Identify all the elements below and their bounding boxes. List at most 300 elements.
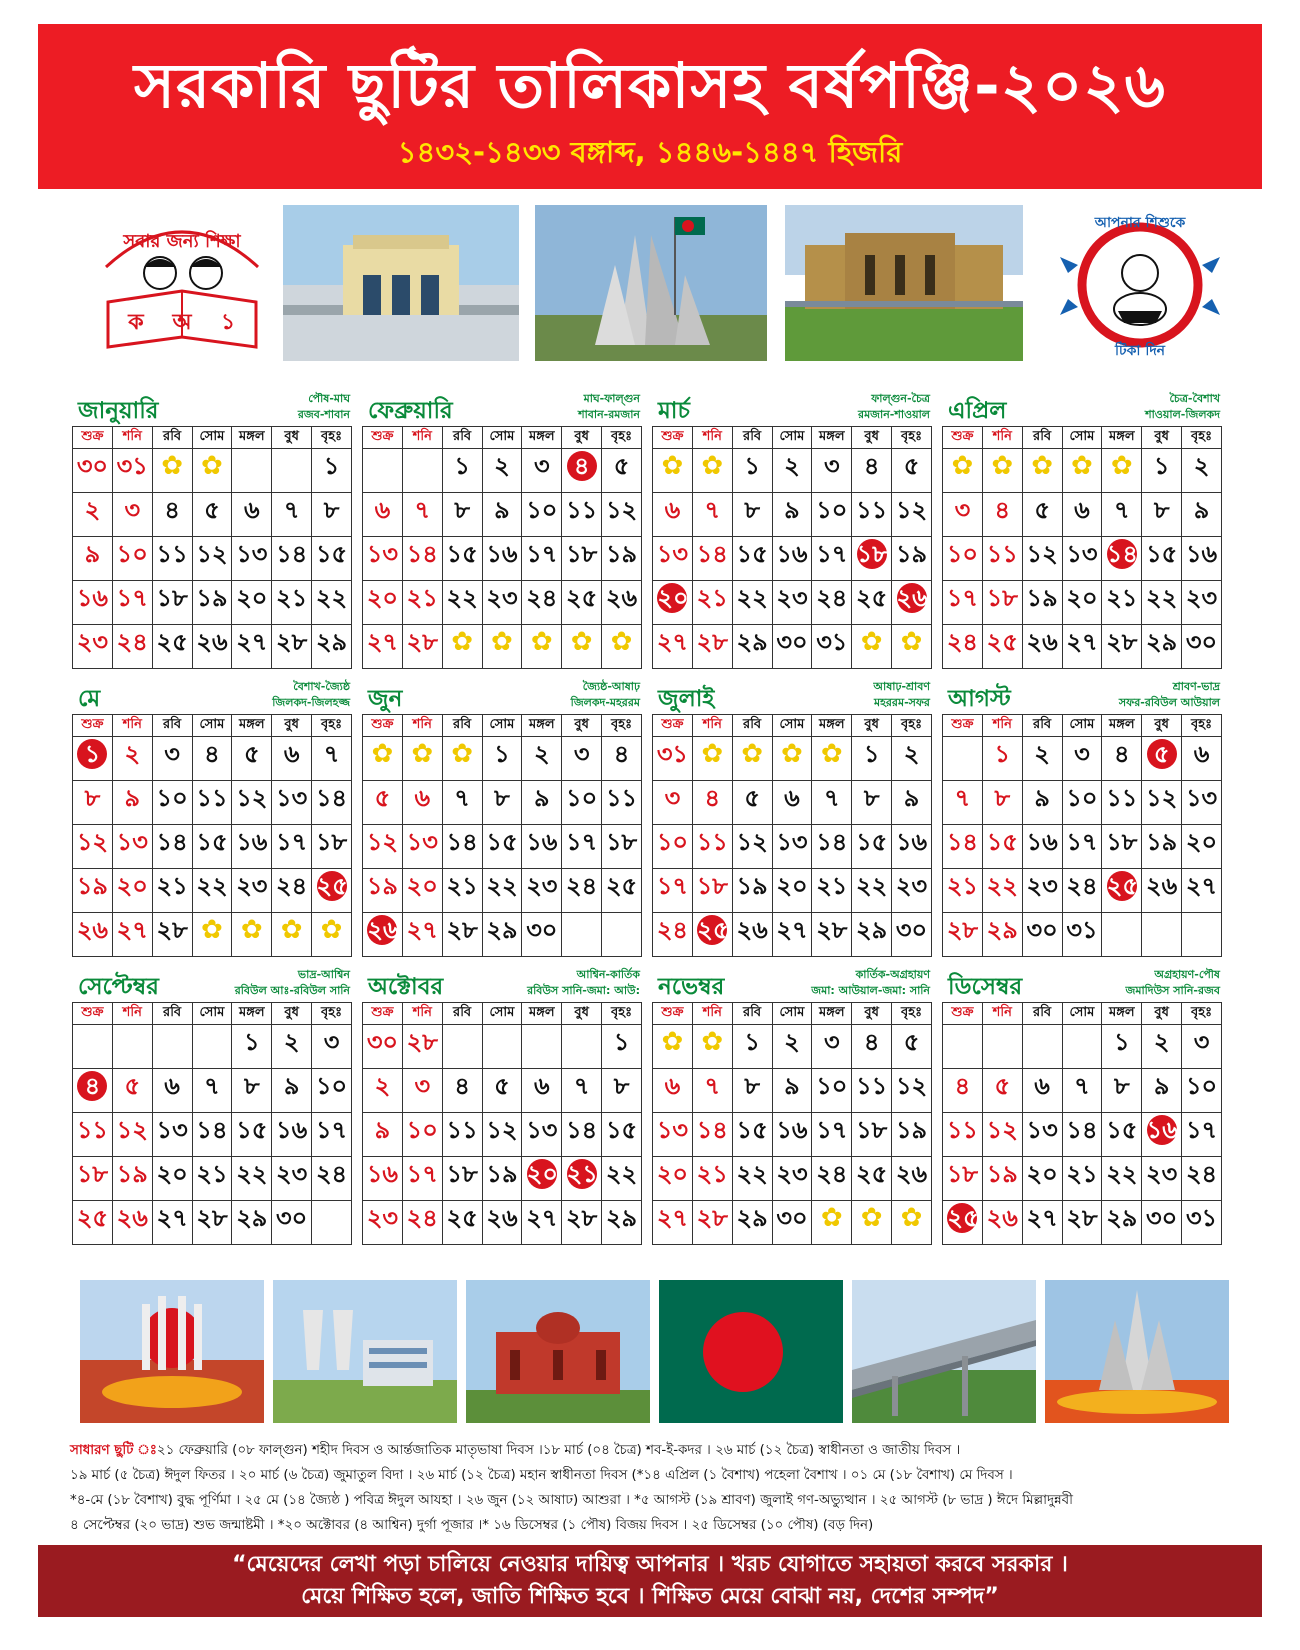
- day-number: ১২: [895, 496, 928, 524]
- day-number: ১৭: [526, 540, 558, 568]
- day-cell: [692, 1157, 732, 1201]
- day-cell: [522, 1069, 562, 1113]
- day-cell: [562, 625, 602, 669]
- day-cell: [1062, 1025, 1102, 1069]
- day-cell: [402, 737, 442, 781]
- day-cell: [1142, 913, 1182, 957]
- day-cell: [232, 537, 272, 581]
- day-number: ১৬: [776, 1116, 808, 1144]
- day-cell: [442, 581, 482, 625]
- day-number: ৪: [863, 1028, 880, 1056]
- day-cell: [1022, 449, 1062, 493]
- day-cell: [852, 913, 892, 957]
- lotus-icon: ✿: [820, 1203, 843, 1233]
- day-number: ১০: [406, 1116, 438, 1144]
- day-number: ৫: [994, 1072, 1011, 1100]
- month-header: [362, 676, 642, 714]
- day-number: ৭: [704, 1072, 721, 1100]
- day-cell: [312, 825, 352, 869]
- day-cell: [562, 1201, 602, 1245]
- day-cell: [562, 537, 602, 581]
- hijri-months: সফর-রবিউল আউয়াল: [1118, 696, 1220, 709]
- day-number: ১৩: [116, 828, 148, 856]
- hijri-months: মহররম-সফর: [873, 696, 930, 709]
- weekday-header: সোম: [772, 427, 812, 449]
- day-cell: [402, 869, 442, 913]
- day-number: ১৬: [76, 584, 109, 612]
- day-cell: [1102, 781, 1142, 825]
- day-number: ৩: [414, 1072, 431, 1100]
- day-number: ১৬: [776, 540, 808, 568]
- weekday-header: সোম: [772, 1003, 812, 1025]
- day-number: ১৫: [736, 1116, 768, 1144]
- day-number: ৬: [784, 784, 800, 812]
- day-number: ৮: [244, 1072, 260, 1100]
- day-cell: [692, 737, 732, 781]
- day-cell: [112, 581, 152, 625]
- day-cell: [272, 493, 312, 537]
- day-number: ৯: [903, 784, 920, 812]
- day-number: ২৬: [1146, 872, 1178, 900]
- day-cell: [943, 1069, 983, 1113]
- day-cell: [892, 493, 932, 537]
- header-banner: [38, 24, 1262, 189]
- day-cell: [1182, 737, 1222, 781]
- day-cell: [73, 625, 113, 669]
- month-header: [362, 964, 642, 1002]
- day-cell: [653, 625, 693, 669]
- day-number: ৮: [863, 784, 880, 812]
- day-cell: [852, 1069, 892, 1113]
- day-number: ১৪: [315, 784, 348, 812]
- weekday-header: বৃহঃ: [312, 715, 352, 737]
- day-cell: [653, 581, 693, 625]
- day-number: ২৭: [116, 916, 148, 944]
- day-number: ১৭: [276, 828, 308, 856]
- day-cell: [152, 449, 192, 493]
- weekday-header: শনি: [112, 715, 152, 737]
- weekday-header: শুক্র: [653, 715, 693, 737]
- day-cell: [73, 493, 113, 537]
- day-number: ২৫: [156, 628, 188, 656]
- day-cell: [653, 1069, 693, 1113]
- day-cell: [653, 449, 693, 493]
- day-number: ১৮: [856, 540, 888, 568]
- day-cell: [363, 737, 403, 781]
- weekday-header: বৃহঃ: [602, 427, 642, 449]
- day-cell: [152, 1201, 192, 1245]
- day-number: ২২: [736, 1160, 768, 1188]
- day-number: ২৬: [896, 584, 928, 612]
- day-number: ১৫: [446, 540, 478, 568]
- day-number: ২৫: [76, 1204, 109, 1232]
- day-number: ৩: [664, 784, 681, 812]
- weekday-header: মঙ্গল: [522, 1003, 562, 1025]
- weekday-header: বুধ: [1142, 427, 1182, 449]
- weekday-header: মঙ্গল: [522, 715, 562, 737]
- vaccination-logo-top-text: আপনার শিশুকে: [1094, 215, 1186, 231]
- day-cell: [852, 1113, 892, 1157]
- holiday-label: সাধারণ ছুটি ঃ: [70, 1443, 157, 1458]
- day-cell: [812, 869, 852, 913]
- day-cell: [1022, 825, 1062, 869]
- day-number: ৯: [84, 540, 101, 568]
- month-table: [72, 1002, 352, 1245]
- day-number: ২৬: [736, 916, 768, 944]
- hijri-months: রবিউস সানি-জমা: আউ:: [527, 984, 640, 997]
- day-number: ১৫: [236, 1116, 268, 1144]
- day-cell: [73, 1201, 113, 1245]
- day-cell: [562, 449, 602, 493]
- day-cell: [1142, 581, 1182, 625]
- day-cell: [732, 1069, 772, 1113]
- day-cell: [152, 493, 192, 537]
- day-number: ২৩: [366, 1204, 399, 1232]
- day-cell: [73, 449, 113, 493]
- day-number: ৫: [124, 1072, 141, 1100]
- weekday-header: শুক্র: [943, 427, 983, 449]
- day-number: ৩০: [776, 628, 808, 656]
- weekday-header: মঙ্গল: [812, 427, 852, 449]
- day-cell: [602, 625, 642, 669]
- weekday-header: বুধ: [272, 715, 312, 737]
- day-cell: [1022, 493, 1062, 537]
- day-cell: [312, 1025, 352, 1069]
- day-cell: [402, 493, 442, 537]
- day-cell: [73, 537, 113, 581]
- day-number: ৫: [903, 1028, 920, 1056]
- bangla-months: মাঘ-ফাল্গুন: [583, 392, 640, 405]
- day-number: ২৬: [196, 628, 228, 656]
- day-number: ৭: [573, 1072, 590, 1100]
- day-number: ২৯: [986, 916, 1018, 944]
- day-number: ২১: [566, 1160, 598, 1188]
- day-cell: [402, 581, 442, 625]
- day-number: ৩০: [1185, 628, 1218, 656]
- day-number: ৮: [994, 784, 1011, 812]
- lotus-icon: ✿: [951, 451, 974, 481]
- weekday-header: শনি: [112, 1003, 152, 1025]
- page-subtitle: ১৪৩২-১৪৩৩ বঙ্গাব্দ, ১৪৪৬-১৪৪৭ হিজরি: [397, 135, 903, 169]
- day-number: ১৫: [1106, 1116, 1138, 1144]
- day-cell: [1102, 625, 1142, 669]
- elevated-expressway-photo: [852, 1280, 1036, 1423]
- day-cell: [363, 449, 403, 493]
- day-cell: [852, 625, 892, 669]
- day-cell: [602, 1025, 642, 1069]
- day-number: ২: [283, 1028, 300, 1056]
- holiday-line-1: সাধারণ ছুটি ঃ২১ ফেব্রুয়ারি (০৮ ফাল্গুন) শহীদ দিবস ও আর্ন্তজাতিক মাতৃভাষা দিবস ।১৮ মার্চ (০৪ চৈত্র) শব-ই-কদর । ২৬ মার্চ (১২ চৈত্র) স্বাধীনতা ও জাতীয় দিবস ।: [70, 1443, 961, 1458]
- day-number: ১০: [816, 1072, 848, 1100]
- day-cell: [852, 1025, 892, 1069]
- day-number: ৭: [954, 784, 971, 812]
- day-cell: [772, 1069, 812, 1113]
- day-number: ১৪: [1106, 540, 1138, 568]
- day-number: ৫: [1147, 739, 1177, 769]
- day-cell: [812, 1157, 852, 1201]
- day-cell: [982, 625, 1022, 669]
- bangla-months: শ্রাবণ-ভাদ্র: [1172, 680, 1220, 693]
- day-cell: [1182, 1069, 1222, 1113]
- weekday-header: বুধ: [562, 1003, 602, 1025]
- day-cell: [112, 869, 152, 913]
- day-number: ১৮: [1106, 828, 1138, 856]
- day-number: ১: [863, 740, 880, 768]
- day-number: ৭: [283, 496, 300, 524]
- day-cell: [982, 537, 1022, 581]
- lotus-icon: ✿: [1071, 451, 1093, 481]
- hijri-months: জমাদিউস সানি-রজব: [1125, 984, 1220, 997]
- day-cell: [772, 781, 812, 825]
- day-number: ১৬: [366, 1160, 399, 1188]
- day-cell: [152, 825, 192, 869]
- day-cell: [442, 1201, 482, 1245]
- day-number: ৬: [283, 740, 300, 768]
- day-cell: [112, 737, 152, 781]
- day-cell: [363, 625, 403, 669]
- day-cell: [892, 913, 932, 957]
- day-number: ১১: [946, 1116, 978, 1144]
- weekday-header: বুধ: [272, 1003, 312, 1025]
- day-cell: [482, 1157, 522, 1201]
- day-number: ২৮: [156, 916, 188, 944]
- day-number: ২৩: [236, 872, 268, 900]
- day-number: ১৩: [526, 1116, 558, 1144]
- day-cell: [1102, 1201, 1142, 1245]
- day-cell: [852, 537, 892, 581]
- weekday-header: শনি: [982, 427, 1022, 449]
- day-number: ১৪: [196, 1116, 228, 1144]
- weekday-header: রবি: [152, 715, 192, 737]
- day-cell: [772, 913, 812, 957]
- day-number: ৮: [1114, 1072, 1130, 1100]
- month-name: জুন: [368, 686, 403, 712]
- day-number: ২৭: [406, 916, 438, 944]
- weekday-header: রবি: [442, 1003, 482, 1025]
- lotus-icon: ✿: [280, 915, 303, 945]
- weekday-header: মঙ্গল: [1102, 1003, 1142, 1025]
- day-cell: [732, 825, 772, 869]
- day-number: ১৮: [76, 1160, 108, 1188]
- day-cell: [602, 737, 642, 781]
- day-cell: [192, 1025, 232, 1069]
- day-number: ১৪: [816, 828, 848, 856]
- day-number: ২৮: [196, 1204, 228, 1232]
- day-cell: [852, 737, 892, 781]
- shaheed-minar-photo: [80, 1280, 264, 1423]
- weekday-header: রবি: [1022, 1003, 1062, 1025]
- day-cell: [73, 1069, 113, 1113]
- weekday-header: মঙ্গল: [232, 715, 272, 737]
- day-number: ১৩: [276, 784, 308, 812]
- day-number: ১৬: [895, 828, 928, 856]
- day-cell: [692, 781, 732, 825]
- lotus-icon: ✿: [860, 627, 883, 657]
- day-number: ২: [124, 740, 141, 768]
- day-cell: [812, 825, 852, 869]
- day-cell: [1102, 493, 1142, 537]
- day-number: ২৪: [116, 628, 148, 656]
- day-cell: [482, 493, 522, 537]
- day-cell: [772, 737, 812, 781]
- day-cell: [522, 737, 562, 781]
- day-cell: [192, 581, 232, 625]
- day-cell: [402, 537, 442, 581]
- day-number: ৩: [1193, 1028, 1210, 1056]
- day-number: ২০: [406, 872, 438, 900]
- day-number: ২৪: [406, 1204, 438, 1232]
- day-cell: [442, 1025, 482, 1069]
- day-cell: [852, 1201, 892, 1245]
- month-table: [942, 1002, 1222, 1245]
- day-cell: [73, 781, 113, 825]
- hijri-months: রজব-শাবান: [297, 408, 350, 421]
- day-cell: [602, 913, 642, 957]
- day-number: ১৯: [605, 540, 638, 568]
- day-number: ৮: [1153, 496, 1170, 524]
- weekday-header: বৃহঃ: [892, 715, 932, 737]
- day-cell: [522, 1113, 562, 1157]
- month-2: [652, 388, 932, 672]
- weekday-header: সোম: [772, 715, 812, 737]
- month-name: জুলাই: [658, 686, 715, 712]
- day-number: ১০: [816, 496, 848, 524]
- day-number: ১২: [895, 1072, 928, 1100]
- day-number: ১৩: [776, 828, 808, 856]
- day-cell: [522, 537, 562, 581]
- weekday-header: শুক্র: [73, 1003, 113, 1025]
- day-number: ১০: [116, 540, 148, 568]
- day-number: ১: [77, 739, 107, 769]
- day-number: ১৯: [76, 872, 108, 900]
- day-cell: [1102, 869, 1142, 913]
- day-cell: [732, 737, 772, 781]
- day-cell: [192, 1157, 232, 1201]
- day-number: ১: [1114, 1028, 1130, 1056]
- day-cell: [232, 1025, 272, 1069]
- day-cell: [232, 913, 272, 957]
- lotus-icon: ✿: [701, 451, 724, 481]
- day-cell: [892, 825, 932, 869]
- day-cell: [1062, 737, 1102, 781]
- day-cell: [1102, 581, 1142, 625]
- day-cell: [312, 913, 352, 957]
- day-number: ১৩: [656, 540, 689, 568]
- day-cell: [442, 493, 482, 537]
- day-cell: [112, 781, 152, 825]
- day-number: ২: [533, 740, 550, 768]
- day-number: ৯: [1034, 784, 1050, 812]
- day-number: ৯: [283, 1072, 300, 1100]
- day-number: ৯: [1153, 1072, 1170, 1100]
- month-header: [652, 676, 932, 714]
- day-number: ১৭: [1185, 1116, 1218, 1144]
- day-number: ৫: [613, 452, 630, 480]
- day-cell: [152, 913, 192, 957]
- page-title: সরকারি ছুটির তালিকাসহ বর্ষপঞ্জি-২০২৬: [134, 49, 1166, 122]
- weekday-header: শুক্র: [653, 427, 693, 449]
- day-cell: [73, 1025, 113, 1069]
- letter-a: অ: [172, 310, 192, 335]
- weekday-header: সোম: [482, 715, 522, 737]
- day-number: ২৮: [816, 916, 848, 944]
- day-cell: [112, 1113, 152, 1157]
- day-cell: [442, 913, 482, 957]
- day-number: ২৯: [486, 916, 518, 944]
- hijri-months: রবিউল আঃ-রবিউল সানি: [234, 984, 350, 997]
- day-number: ৮: [454, 496, 470, 524]
- day-cell: [732, 493, 772, 537]
- lotus-icon: ✿: [820, 739, 843, 769]
- day-number: ২৬: [986, 1204, 1018, 1232]
- weekday-header: সোম: [192, 715, 232, 737]
- day-cell: [772, 1025, 812, 1069]
- day-number: ১৬: [526, 828, 558, 856]
- day-cell: [562, 1069, 602, 1113]
- day-number: ৫: [244, 740, 260, 768]
- day-number: ১৫: [315, 540, 348, 568]
- day-number: ১২: [196, 540, 228, 568]
- day-number: ২৮: [406, 628, 438, 656]
- day-cell: [272, 625, 312, 669]
- month-6: [652, 676, 932, 960]
- bangla-months: বৈশাখ-জ্যৈষ্ঠ: [293, 680, 350, 693]
- day-number: ১৬: [1026, 828, 1058, 856]
- day-number: ৬: [1193, 740, 1210, 768]
- day-number: ৯: [374, 1116, 391, 1144]
- day-cell: [442, 449, 482, 493]
- day-cell: [732, 581, 772, 625]
- bangla-months: চৈত্র-বৈশাখ: [1169, 392, 1220, 405]
- day-cell: [852, 781, 892, 825]
- month-table: [942, 714, 1222, 957]
- day-number: ২৭: [156, 1204, 188, 1232]
- footer-banner: [38, 1545, 1262, 1617]
- day-cell: [602, 1157, 642, 1201]
- lotus-icon: ✿: [1110, 451, 1133, 481]
- day-cell: [1062, 1157, 1102, 1201]
- bangla-months: আষাঢ়-শ্রাবণ: [873, 680, 930, 693]
- day-cell: [732, 1025, 772, 1069]
- day-number: ১: [744, 1028, 760, 1056]
- day-number: ২: [84, 496, 101, 524]
- lotus-icon: ✿: [701, 739, 724, 769]
- day-cell: [1062, 825, 1102, 869]
- day-number: ৭: [823, 784, 840, 812]
- day-cell: [363, 869, 403, 913]
- day-cell: [232, 869, 272, 913]
- month-table: [362, 1002, 642, 1245]
- day-number: ৬: [1074, 496, 1090, 524]
- day-number: ৩০: [366, 1028, 399, 1056]
- day-number: ৭: [454, 784, 470, 812]
- day-cell: [812, 913, 852, 957]
- holiday-list: [70, 1438, 1240, 1538]
- day-number: ৪: [204, 740, 220, 768]
- weekday-header: সোম: [1062, 427, 1102, 449]
- day-number: ৪: [1114, 740, 1130, 768]
- bangladesh-flag-photo: [659, 1280, 843, 1423]
- month-4: [72, 676, 352, 960]
- day-number: ২: [784, 452, 800, 480]
- day-cell: [272, 869, 312, 913]
- hijri-months: জিলকদ-জিলহজ্জ: [272, 696, 350, 709]
- weekday-header: শনি: [982, 1003, 1022, 1025]
- day-cell: [692, 1069, 732, 1113]
- day-cell: [602, 825, 642, 869]
- day-number: ২৯: [1106, 1204, 1138, 1232]
- day-cell: [1182, 825, 1222, 869]
